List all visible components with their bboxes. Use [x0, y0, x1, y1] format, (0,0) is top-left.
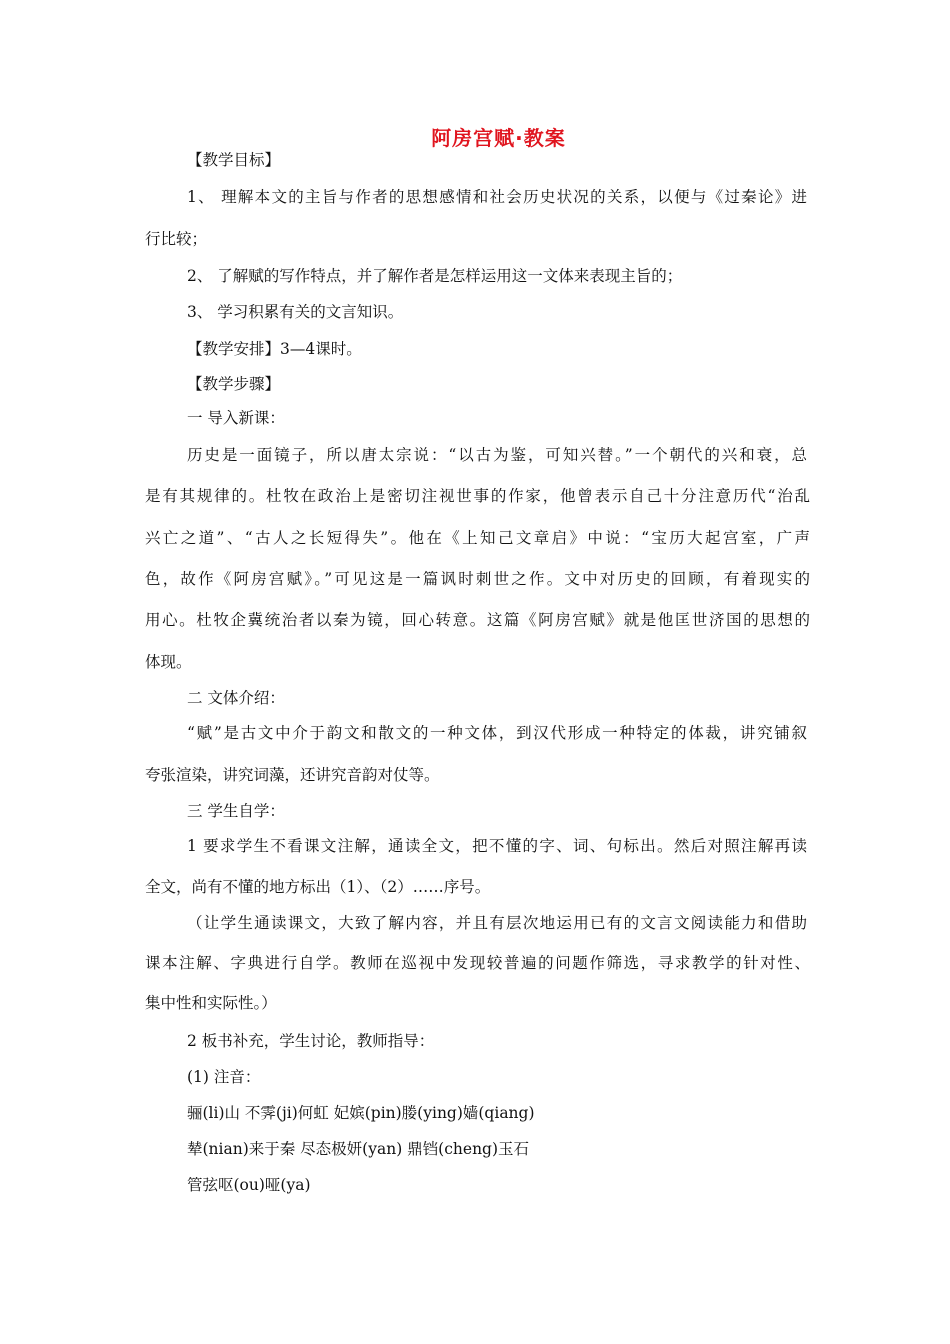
text-line: (1) 注音：	[187, 1068, 261, 1086]
text-line: 【教学目标】	[187, 151, 281, 169]
text-line: 色，故作《阿房宫赋》。”可见这是一篇讽时刺世之作。文中对历史的回顾，有着现实的	[145, 570, 810, 588]
text-line: 【教学步骤】	[187, 375, 281, 393]
text-line: 2、 了解赋的写作特点，并了解作者是怎样运用这一文体来表现主旨的；	[187, 267, 683, 285]
text-line: 兴亡之道”、“古人之长短得失”。他在《上知己文章启》中说：“宝历大起宫室，广声	[145, 529, 810, 547]
page-title: 阿房宫赋·教案	[431, 126, 566, 150]
text-line: 辇(nian)来于秦 尽态极妍(yan) 鼎铛(cheng)玉石	[187, 1140, 530, 1158]
text-line: 体现。	[145, 653, 192, 671]
text-line: 课本注解、字典进行自学。教师在巡视中发现较普遍的问题作筛选，寻求教学的针对性、	[145, 954, 810, 972]
text-line: 二 文体介绍：	[187, 689, 285, 707]
text-line: “赋”是古文中介于韵文和散文的一种文体，到汉代形成一种特定的体裁，讲究铺叙	[187, 724, 807, 742]
text-line: 全文，尚有不懂的地方标出（1）、（2）……序号。	[145, 878, 491, 896]
text-line: 1、 理解本文的主旨与作者的思想感情和社会历史状况的关系，以便与《过秦论》进	[187, 188, 807, 206]
text-line: 集中性和实际性。）	[145, 994, 277, 1012]
text-line: 骊(li)山 不霁(ji)何虹 妃嫔(pin)媵(ying)嫱(qiang)	[187, 1104, 535, 1122]
text-line: 2 板书补充，学生讨论，教师指导：	[187, 1032, 435, 1050]
text-line: 三 学生自学：	[187, 802, 285, 820]
text-line: 历史是一面镜子，所以唐太宗说：“以古为鉴，可知兴替。”一个朝代的兴和衰，总	[187, 446, 807, 464]
text-line: 1 要求学生不看课文注解，通读全文，把不懂的字、词、句标出。然后对照注解再读	[187, 837, 807, 855]
text-line: 用心。杜牧企冀统治者以秦为镜，回心转意。这篇《阿房宫赋》就是他匡世济国的思想的	[145, 611, 810, 629]
text-line: 一 导入新课：	[187, 409, 285, 427]
text-line: 行比较；	[145, 230, 208, 248]
text-line: 夸张渲染，讲究词藻，还讲究音韵对仗等。	[145, 766, 440, 784]
text-line: 是有其规律的。杜牧在政治上是密切注视世事的作家，他曾表示自己十分注意历代“治乱	[145, 487, 810, 505]
text-line: 3、 学习积累有关的文言知识。	[187, 303, 404, 321]
text-line: 管弦呕(ou)哑(ya)	[187, 1176, 311, 1194]
text-line: 【教学安排】3—4课时。	[187, 340, 362, 358]
text-line: （让学生通读课文，大致了解内容，并且有层次地运用已有的文言文阅读能力和借助	[187, 914, 807, 932]
